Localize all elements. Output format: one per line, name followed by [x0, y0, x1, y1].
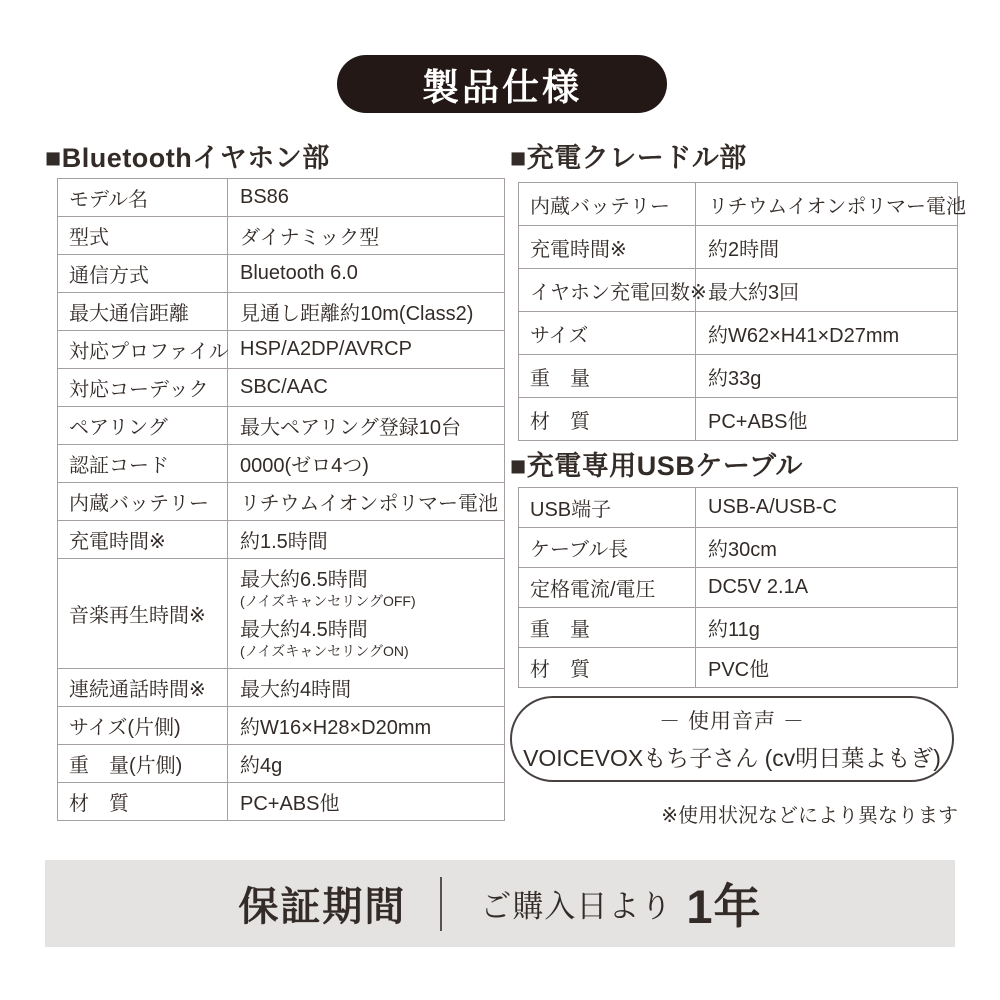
- spec-label: 材 質: [58, 783, 228, 821]
- spec-row: [58, 369, 505, 407]
- spec-row: [519, 648, 958, 688]
- spec-row: [519, 608, 958, 648]
- usb-cable-section-heading: ■充電専用USBケーブル: [510, 451, 803, 481]
- spec-label: 認証コード: [58, 445, 228, 483]
- spec-value: HSP/A2DP/AVRCP: [228, 331, 505, 369]
- spec-value: 見通し距離約10m(Class2): [228, 293, 505, 331]
- spec-label: サイズ: [519, 312, 696, 355]
- spec-label: サイズ(片側): [58, 707, 228, 745]
- spec-value: リチウムイオンポリマー電池: [228, 483, 505, 521]
- spec-value-line: 最大約6.5時間: [240, 569, 368, 591]
- cradle-spec-table: [518, 182, 966, 441]
- spec-row: [519, 488, 958, 528]
- spec-value: 最大約4時間: [228, 669, 505, 707]
- warranty-text: [480, 870, 761, 937]
- spec-row: [519, 568, 958, 608]
- spec-row: [58, 483, 505, 521]
- spec-value: 約33g: [696, 355, 958, 398]
- spec-row: [58, 783, 505, 821]
- earphone-section-heading: ■Bluetoothイヤホン部: [45, 143, 330, 173]
- warranty-prefix: ご購入日より: [480, 889, 673, 924]
- spec-label: 型式: [58, 217, 228, 255]
- warranty-band: [45, 860, 955, 947]
- spec-row: [519, 398, 958, 441]
- earphone-spec-table: [57, 178, 505, 821]
- spec-label: 重 量(片側): [58, 745, 228, 783]
- spec-value: 約11g: [696, 608, 958, 648]
- spec-value: USB-A/USB-C: [696, 488, 958, 528]
- voice-credit-title: － 使用音声 －: [659, 710, 805, 733]
- spec-label: 連続通話時間※: [58, 669, 228, 707]
- spec-value: 約W16×H28×D20mm: [228, 707, 505, 745]
- spec-row: [519, 226, 958, 269]
- spec-label: 重 量: [519, 608, 696, 648]
- spec-value: PC+ABS他: [696, 398, 958, 441]
- spec-row: [58, 293, 505, 331]
- spec-label: イヤホン充電回数※: [519, 269, 696, 312]
- spec-row: [58, 745, 505, 783]
- spec-value: BS86: [228, 179, 505, 217]
- spec-value: 最大ペアリング登録10台: [228, 407, 505, 445]
- spec-value: ダイナミック型: [228, 217, 505, 255]
- spec-value: リチウムイオンポリマー電池: [696, 183, 958, 226]
- spec-value: PVC他: [696, 648, 958, 688]
- spec-label: 対応プロファイル: [58, 331, 228, 369]
- spec-value: [228, 559, 505, 669]
- spec-label: 材 質: [519, 648, 696, 688]
- spec-row: [58, 707, 505, 745]
- spec-row: [519, 269, 958, 312]
- spec-label: 定格電流/電圧: [519, 568, 696, 608]
- usb-cable-spec-table: [518, 487, 958, 688]
- spec-label: 対応コーデック: [58, 369, 228, 407]
- spec-label: 材 質: [519, 398, 696, 441]
- spec-label: モデル名: [58, 179, 228, 217]
- page-title-badge: 製品仕様: [337, 55, 667, 113]
- spec-value: DC5V 2.1A: [696, 568, 958, 608]
- spec-value: SBC/AAC: [228, 369, 505, 407]
- spec-value: 約30cm: [696, 528, 958, 568]
- spec-label: ペアリング: [58, 407, 228, 445]
- spec-label: 内蔵バッテリー: [58, 483, 228, 521]
- spec-label: 最大通信距離: [58, 293, 228, 331]
- spec-row: [58, 331, 505, 369]
- spec-value-note: (ノイズキャンセリングOFF): [240, 593, 416, 609]
- spec-label: 充電時間※: [58, 521, 228, 559]
- spec-value: 0000(ゼロ4つ): [228, 445, 505, 483]
- spec-value: 約W62×H41×D27mm: [696, 312, 958, 355]
- spec-value: 最大約3回: [696, 269, 958, 312]
- voice-credit-pill: [510, 696, 954, 782]
- spec-row: [519, 355, 958, 398]
- spec-label: 充電時間※: [519, 226, 696, 269]
- warranty-divider-line: [440, 877, 442, 931]
- spec-value: Bluetooth 6.0: [228, 255, 505, 293]
- spec-value: 約4g: [228, 745, 505, 783]
- spec-row: [58, 669, 505, 707]
- spec-row: [58, 255, 505, 293]
- spec-row: [519, 528, 958, 568]
- spec-row: [58, 179, 505, 217]
- voice-credit-text: VOICEVOXもち子さん (cv明日葉よもぎ): [523, 745, 941, 771]
- spec-value: 約1.5時間: [228, 521, 505, 559]
- spec-label: 音楽再生時間※: [58, 559, 228, 669]
- spec-label: ケーブル長: [519, 528, 696, 568]
- spec-value: 約2時間: [696, 226, 958, 269]
- spec-row: [58, 217, 505, 255]
- spec-row: [58, 407, 505, 445]
- spec-label: 内蔵バッテリー: [519, 183, 696, 226]
- warranty-value: 1年: [686, 880, 762, 933]
- spec-row: [519, 183, 958, 226]
- spec-label: 通信方式: [58, 255, 228, 293]
- cradle-section-heading: ■充電クレードル部: [510, 143, 747, 173]
- spec-row: [58, 521, 505, 559]
- spec-row: [58, 559, 505, 669]
- spec-row: [519, 312, 958, 355]
- spec-value-line: 最大約4.5時間: [240, 619, 368, 641]
- spec-label: 重 量: [519, 355, 696, 398]
- spec-row: [58, 445, 505, 483]
- spec-value: PC+ABS他: [228, 783, 505, 821]
- warranty-label: 保証期間: [238, 885, 407, 929]
- spec-value-note: (ノイズキャンセリングON): [240, 643, 409, 659]
- spec-label: USB端子: [519, 488, 696, 528]
- usage-footnote: ※使用状況などにより異なります: [661, 805, 958, 827]
